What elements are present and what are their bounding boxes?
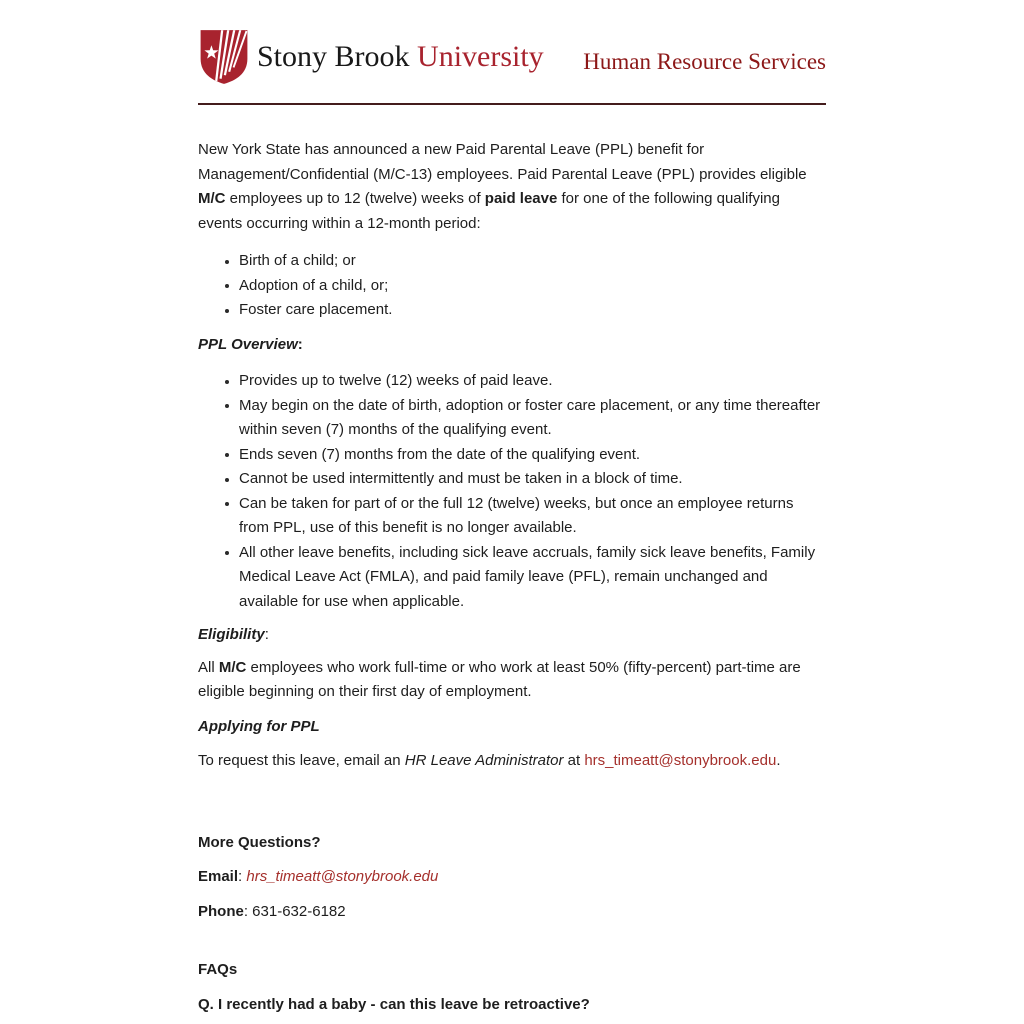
text-segment: for one of the following qualifying events occurring within a 12-month period: — [198, 190, 780, 232]
contact-phone-line — [198, 900, 826, 925]
faq-question: Q. I recently had a baby - can this leave be retroactive? — [198, 995, 590, 1013]
list-item: Provides up to twelve (12) weeks of paid leave. — [225, 369, 826, 394]
text-segment: M/C — [218, 658, 247, 676]
wordmark-secondary: University — [417, 40, 544, 73]
list-item: All other leave benefits, including sick leave accruals, family sick leave benefits, Family Medical Leave Act (FMLA), and paid family leave (PFL), remain unchanged and available for use when applicable. — [225, 541, 826, 615]
more-questions-heading: More Questions? — [198, 833, 321, 851]
text-segment: All — [198, 658, 219, 676]
text-segment: paid leave — [484, 190, 558, 207]
text-segment: : 631-632-6182 — [243, 902, 346, 920]
eligibility-heading — [198, 623, 826, 648]
shield-logo-icon — [198, 26, 250, 88]
list-item: Adoption of a child, or; — [225, 274, 826, 299]
document-content — [198, 0, 826, 1017]
text-segment: : — [238, 868, 247, 885]
text-segment: employees who work full-time or who work at least 50% (fifty-percent) part-time are eligible beginning on their first day of employment. — [198, 658, 801, 700]
text-segment: Applying for PPL — [198, 717, 320, 735]
text-segment: Eligibility — [198, 626, 265, 643]
text-segment: PPL Overview — [198, 335, 298, 353]
text-segment: Phone — [198, 902, 244, 920]
list-item: Ends seven (7) months from the date of the qualifying event. — [225, 443, 826, 468]
list-item: Can be taken for part of or the full 12 (twelve) weeks, but once an employee returns from PPL, use of this benefit is no longer available. — [225, 492, 826, 541]
applying-paragraph — [198, 749, 826, 774]
header-rule — [198, 103, 826, 105]
overview-heading — [198, 333, 826, 358]
intro-paragraph — [198, 138, 826, 236]
eligibility-paragraph — [198, 656, 826, 705]
email-link[interactable]: hrs_timeatt@stonybrook.edu — [246, 868, 439, 885]
text-segment: To request this leave, email an — [198, 752, 405, 769]
applying-heading — [198, 715, 826, 740]
list-item: Cannot be used intermittently and must be taken in a block of time. — [225, 467, 826, 492]
university-logo — [198, 26, 544, 88]
text-segment: : — [264, 626, 269, 643]
list-item: Foster care placement. — [225, 298, 826, 323]
contact-email-line — [198, 865, 826, 890]
header — [198, 25, 826, 89]
overview-list — [198, 369, 826, 614]
department-title: Human Resource Services — [583, 49, 826, 74]
email-link[interactable]: hrs_timeatt@stonybrook.edu — [584, 752, 777, 769]
text-segment: employees up to 12 (twelve) weeks of — [225, 190, 485, 207]
text-segment: : — [297, 335, 303, 353]
university-wordmark — [257, 42, 544, 72]
text-segment: Email — [198, 868, 239, 885]
list-item: May begin on the date of birth, adoption or foster care placement, or any time thereafter within seven (7) months of the qualifying event. — [225, 394, 826, 443]
text-segment: New York State has announced a new Paid Parental Leave (PPL) benefit for Management/Confidential (M/C-13) employees. Paid Parental Leave (PPL) provides eligible — [198, 141, 807, 183]
text-segment: HR Leave Administrator — [404, 752, 564, 769]
text-segment: . — [776, 752, 781, 769]
faq-heading: FAQs — [198, 961, 238, 978]
text-segment: at — [563, 752, 585, 769]
qualifying-events-list — [198, 249, 826, 323]
text-segment: M/C — [198, 190, 226, 207]
list-item: Birth of a child; or — [225, 249, 826, 274]
wordmark-primary: Stony Brook — [257, 40, 410, 73]
